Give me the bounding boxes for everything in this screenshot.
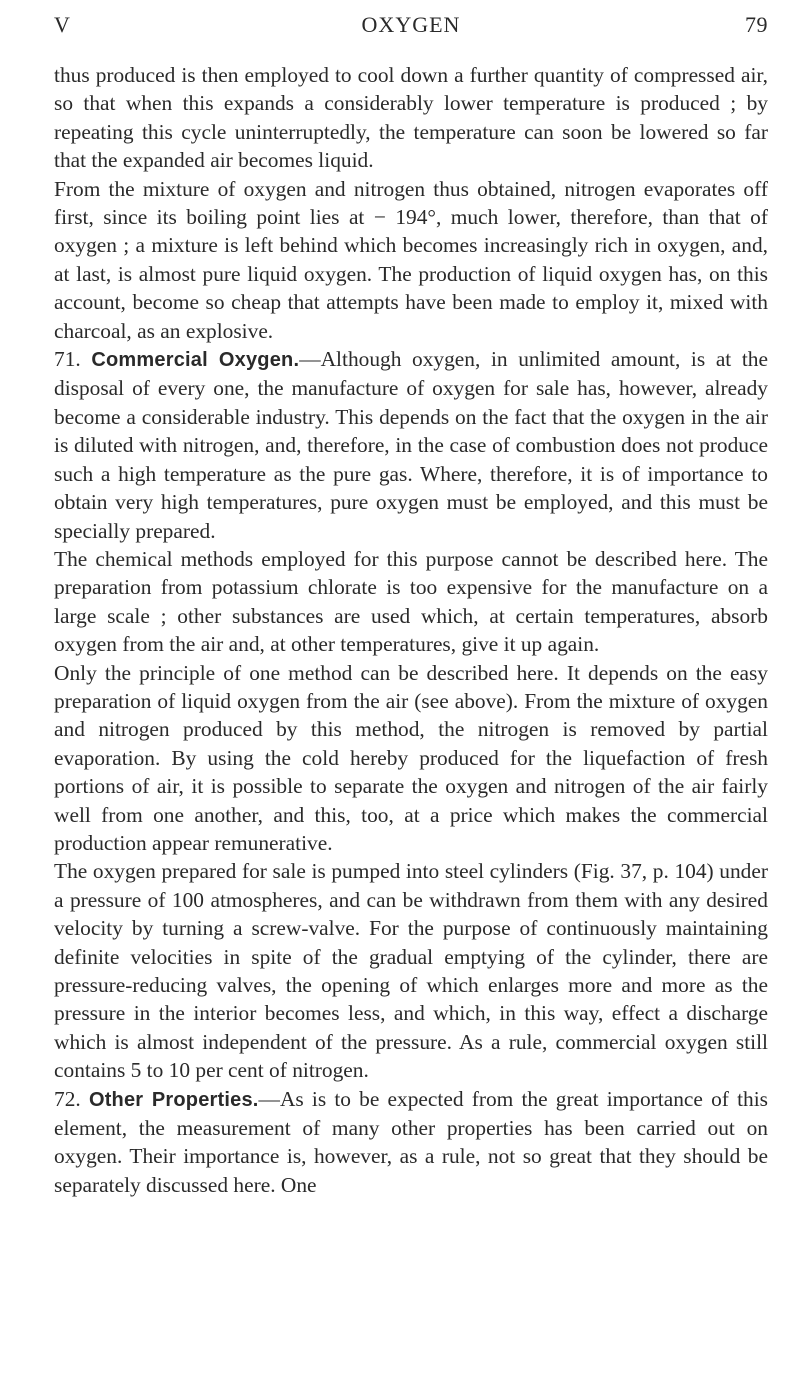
running-title: OXYGEN: [361, 12, 461, 37]
section-heading: Commercial Oxygen.: [91, 349, 300, 372]
paragraph: The oxygen prepared for sale is pumped into steel cylinders (Fig. 37, p. 104) under a pressure of 100 atmospheres, and can be withdrawn from them with any desired velocity by turning a screw-valve. For the purpose of continuously maintaining definite velocities in spite of the gradual emptying of the cylinder, there are pressure-reducing valves, the opening of which enlarges more and more as the pressure in the interior becomes less, and which, in this way, effect a discharge which is almost independent of the pressure. As a rule, commercial oxygen still contains 5 to 10 per cent of nitrogen.: [54, 859, 768, 1083]
chapter-number: V: [54, 12, 71, 37]
paragraph: Only the principle of one method can be described here. It depends on the easy preparation of liquid oxygen from the air (see above). From the mixture of oxygen and nitrogen produced by this method, the nitrogen is removed by partial evaporation. By using the cold hereby produced for the liquefaction of fresh portions of air, it is possible to separate the oxygen and nitrogen of the air fairly well from one another, and this, too, at a price which makes the commercial production appear remunerative.: [54, 660, 768, 855]
section-heading: Other Properties.: [88, 1088, 259, 1111]
section-number: 71.: [54, 347, 81, 372]
section-paragraph: [54, 1085, 768, 1200]
paragraph: From the mixture of oxygen and nitrogen thus obtained, nitrogen evaporates off first, since its boiling point lies at − 194°, much lower, therefore, than that of oxygen ; a mixture is left behind which becomes increasingly rich in oxygen, and, at last, is almost pure liquid oxygen. The production of liquid oxygen has, on this account, become so cheap that attempts have been made to employ it, mixed with charcoal, as an explosive.: [54, 176, 768, 343]
paragraph: thus produced is then employed to cool down a further quantity of compressed air, so that when this expands a considerably lower temperature is produced ; by repeating this cycle uninterruptedly, the temperature can soon be lowered so far that the expanded air becomes liquid.: [54, 63, 768, 173]
section-number: 72.: [54, 1086, 81, 1111]
section-text: —As is to be expected from the great importance of this element, the measurement of many other properties has been carried out on oxygen. Their importance is, however, as a rule, not so great that they should be separately discussed here. One: [54, 1086, 768, 1197]
running-header: [54, 12, 768, 48]
page-number: 79: [745, 12, 768, 37]
body-text: [54, 61, 768, 1199]
paragraph: The chemical methods employed for this purpose cannot be described here. The preparation from potassium chlorate is too expensive for the manufacture on a large scale ; other substances are used which, at certain temperatures, absorb oxygen from the air and, at other temperatures, give it up again.: [54, 546, 768, 657]
section-paragraph: [54, 345, 768, 545]
section-text: —Although oxygen, in unlimited amount, is at the disposal of every one, the manufacture of oxygen for sale has, however, already become a considerable industry. This depends on the fact that the oxygen in the air is diluted with nitrogen, and, therefore, in the case of combustion does not produce such a high temperature as the pure gas. Where, therefore, it is of importance to obtain very high temperatures, pure oxygen must be employed, and this must be specially prepared.: [54, 347, 768, 543]
